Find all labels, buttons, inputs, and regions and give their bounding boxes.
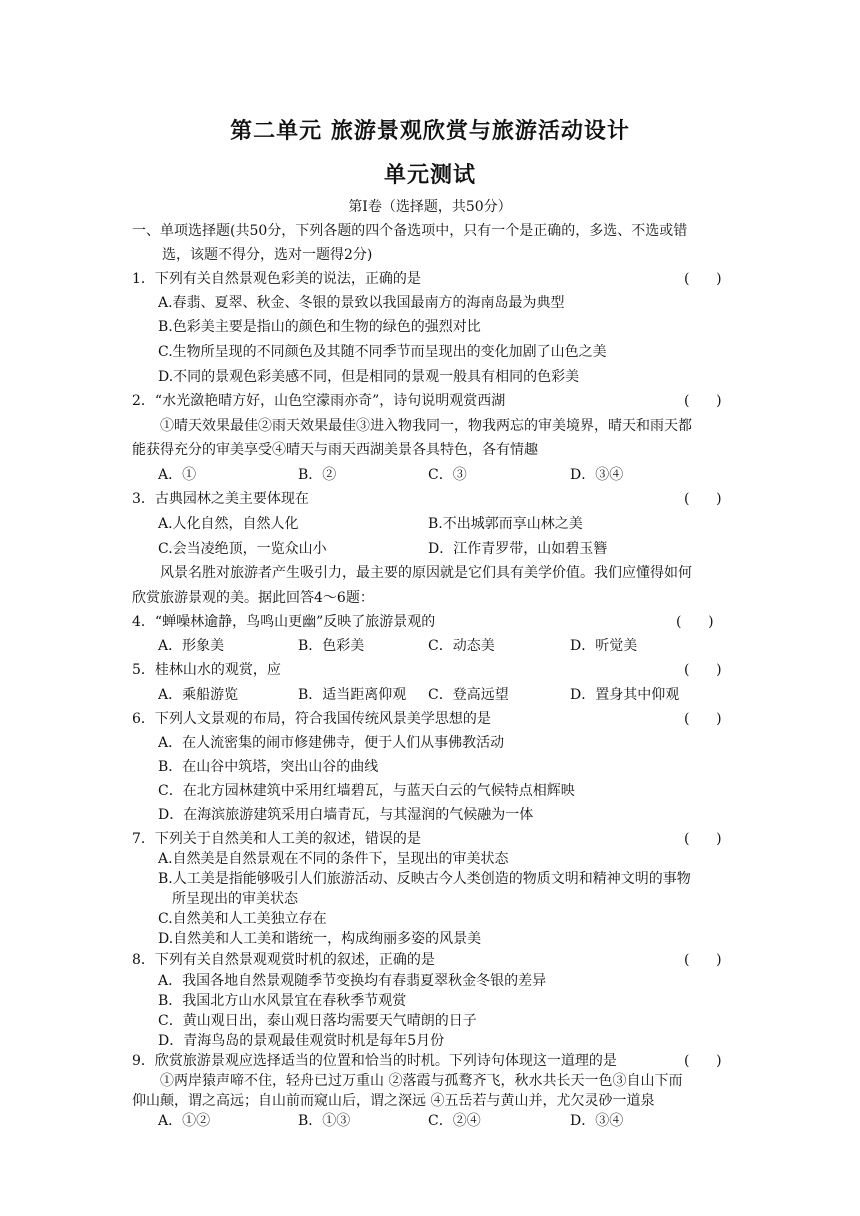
q7-option-b: B.人工美是指能够吸引人们旅游活动、反映古今人类创造的物质文明和精神文明的事物: [158, 871, 691, 887]
q9-option-d: D．③④: [570, 1113, 624, 1129]
q7-option-d: D.自然美和人工美和谐统一，构成绚丽多姿的风景美: [158, 931, 482, 947]
question-2-stem: 2．“水光潋艳晴方好，山色空濛雨亦奇”，诗句说明观赏西湖: [132, 393, 506, 409]
question-6-stem: 6．下列人文景观的布局，符合我国传统风景美学思想的是: [132, 711, 491, 727]
q7-option-b-continued: 所呈现出的审美状态: [172, 891, 298, 907]
q5-option-d: D．置身其中仰观: [570, 687, 680, 703]
q8-option-d: D．青海鸟岛的景观最佳观赏时机是每年5月份: [158, 1033, 445, 1049]
q1-option-d: D.不同的景观色彩美感不同，但是相同的景观一般具有相同的色彩美: [158, 369, 580, 385]
q8-option-c: C．黄山观日出，泰山观日落均需要天气晴朗的日子: [158, 1013, 477, 1029]
q3-option-c: C.会当凌绝顶，一览众山小: [158, 541, 327, 557]
q4-option-d: D．听觉美: [570, 638, 638, 654]
q1-option-b: B.色彩美主要是指山的颜色和生物的绿色的强烈对比: [158, 319, 481, 335]
q2-option-a: A．①: [158, 467, 197, 483]
q4-option-b: B．色彩美: [298, 638, 365, 654]
q2-detail-2: 能获得充分的审美享受④晴天与雨天西湖美景各具特色，各有情趣: [132, 442, 538, 458]
q2-detail-1: ①晴天效果最佳②雨天效果最佳③进入物我同一，物我两忘的审美境界，晴天和雨天都: [160, 418, 692, 434]
q6-option-d: D．在海滨旅游建筑采用白墙青瓦，与其湿润的气候融为一体: [158, 807, 534, 823]
q9-option-b: B．①③: [298, 1113, 351, 1129]
question-8-stem: 8．下列有关自然景观观赏时机的叙述，正确的是: [132, 952, 435, 968]
q3-option-d: D．江作青罗带，山如碧玉簪: [428, 541, 608, 557]
q2-option-d: D．③④: [570, 467, 624, 483]
q6-option-c: C．在北方园林建筑中采用红墙碧瓦，与蓝天白云的气候特点相辉映: [158, 783, 575, 799]
q2-option-b: B．②: [298, 467, 337, 483]
unit-title: 第二单元 旅游景观欣赏与旅游活动设计: [230, 118, 630, 144]
answer-bracket: ( ): [684, 711, 722, 727]
q7-option-c: C.自然美和人工美独立存在: [158, 911, 327, 927]
answer-bracket: ( ): [676, 614, 714, 630]
answer-bracket: ( ): [684, 1053, 722, 1069]
passage-line-1: 风景名胜对旅游者产生吸引力，最主要的原因就是它们具有美学价值。我们应懂得如何: [160, 565, 692, 581]
q9-detail-1: ①两岸猿声啼不住，轻舟已过万重山 ②落霞与孤鹜齐飞，秋水共长天一色③自山下而: [160, 1073, 683, 1089]
q8-option-b: B．我国北方山水风景宜在春秋季节观赏: [158, 993, 407, 1009]
answer-bracket: ( ): [684, 831, 722, 847]
q9-option-a: A．①②: [158, 1113, 211, 1129]
q4-option-c: C．动态美: [428, 638, 495, 654]
question-9-stem: 9．欣赏旅游景观应选择适当的位置和恰当的时机。下列诗句体现这一道理的是: [132, 1053, 617, 1069]
question-3-stem: 3．古典园林之美主要体现在: [132, 491, 309, 507]
answer-bracket: ( ): [684, 271, 722, 287]
question-5-stem: 5．桂林山水的观赏，应: [132, 662, 281, 678]
q6-option-b: B．在山谷中筑塔，突出山谷的曲线: [158, 759, 379, 775]
question-7-stem: 7．下列关于自然美和人工美的叙述，错误的是: [132, 831, 421, 847]
q9-option-c: C．②④: [428, 1113, 481, 1129]
answer-bracket: ( ): [684, 393, 722, 409]
q4-option-a: A．形象美: [158, 638, 225, 654]
q1-option-c: C.生物所呈现的不同颜色及其随不同季节而呈现出的变化加剧了山色之美: [158, 344, 607, 360]
q5-option-c: C．登高远望: [428, 687, 509, 703]
q5-option-b: B．适当距离仰观: [298, 687, 407, 703]
q3-option-b: B.不出城郭而享山林之美: [428, 516, 583, 532]
answer-bracket: ( ): [684, 491, 722, 507]
passage-line-2: 欣赏旅游景观的美。据此回答4～6题：: [132, 590, 374, 606]
q3-option-a: A.人化自然，自然人化: [158, 516, 299, 532]
q9-detail-2: 仰山颠，谓之高远；自山前而窥山后，谓之深远 ④五岳若与黄山并，尤欠灵砂一道泉: [132, 1093, 655, 1109]
question-1-stem: 1．下列有关自然景观色彩美的说法，正确的是: [132, 271, 421, 287]
q5-option-a: A．乘船游览: [158, 687, 239, 703]
answer-bracket: ( ): [684, 662, 722, 678]
unit-subtitle: 单元测试: [383, 162, 476, 188]
instructions-line-1: 一、单项选择题(共50分，下列各题的四个备选项中，只有一个是正确的，多选、不选或错: [132, 223, 688, 239]
q2-option-c: C．③: [428, 467, 467, 483]
instructions-line-2: 选，该题不得分，选对一题得2分): [162, 247, 373, 263]
question-4-stem: 4．“蝉噪林逾静，鸟鸣山更幽”反映了旅游景观的: [132, 614, 436, 630]
q1-option-a: A.春翡、夏翠、秋金、冬银的景致以我国最南方的海南岛最为典型: [158, 295, 565, 311]
answer-bracket: ( ): [684, 952, 722, 968]
part-heading: 第Ⅰ卷（选择题，共50分）: [348, 199, 512, 215]
q7-option-a: A.自然美是自然景观在不同的条件下，呈现出的审美状态: [158, 851, 509, 867]
q8-option-a: A．我国各地自然景观随季节变换均有春翡夏翠秋金冬银的差异: [158, 973, 547, 989]
q6-option-a: A．在人流密集的闹市修建佛寺，便于人们从事佛教活动: [158, 735, 505, 751]
